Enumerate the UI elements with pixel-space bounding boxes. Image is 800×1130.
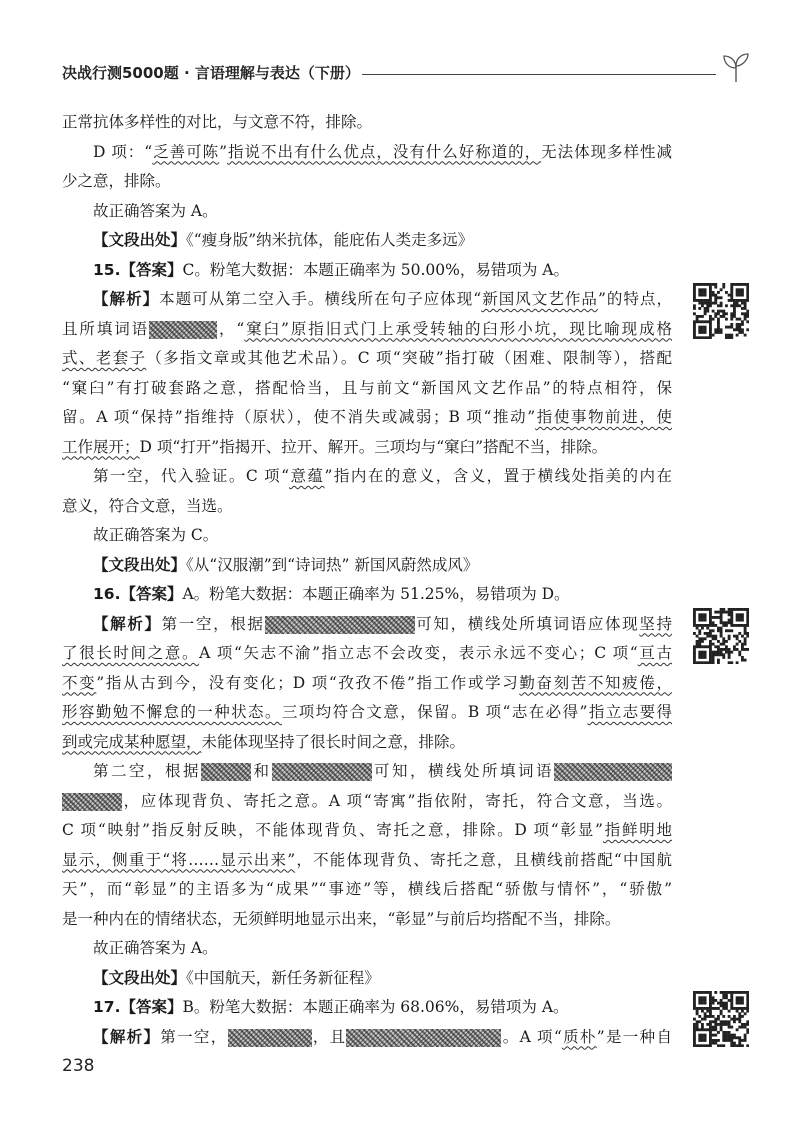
paragraph-line [62,521,672,551]
text-run: 未能体现坚持了很长时间之意，排除。 [201,732,466,751]
redacted-text [201,763,251,781]
text-run: ”是一种自 [596,1027,672,1046]
underlined-text: 亘古 [637,644,672,662]
page-header [62,62,760,88]
text-run: ”的特点， [597,290,672,308]
text-run: D 项：“ [93,142,153,161]
paragraph-line [62,964,672,994]
text-run: 意义，符合文意，当选。 [62,496,233,515]
underlined-text: 坚持 [639,614,672,633]
section-label: 17.【答案】 [93,998,183,1016]
book-title: 决战行测5000题 · 言语理解与表达（下册） [62,64,360,82]
section-label: 【解析】 [93,1027,161,1046]
text-run: 三项均符合文意，保留。B 项“志在必得” [281,703,588,721]
text-run: 《“瘦身版”纳米抗体，能庇佑人类走多远》 [186,231,474,249]
text-run: 少之意，排除。 [62,172,171,190]
text-line [62,344,672,374]
underlined-text: 勤奋刻苦不知疲倦， [519,673,672,692]
text-run: 第一空，代入验证。C 项“ [93,467,289,485]
text-run: 留。A 项“保持”指维持（原状），使不消失或减弱；B 项“推动” [62,408,536,426]
text-line [62,639,672,669]
section-label: 16.【答案】 [93,585,183,603]
paragraph-line [62,197,672,227]
text-run: 第一空， [160,1027,228,1046]
underlined-text: 显示，侧重于“将……显示出来” [62,850,296,869]
text-line [62,167,672,197]
text-run: 故正确答案为 C。 [93,526,219,544]
redacted-text [265,616,415,634]
text-run: A。粉笔大数据：本题正确率为 51.25%，易错项为 D。 [182,585,570,603]
text-run: 。A 项“ [501,1027,562,1046]
underlined-text: 意蕴 [289,467,325,485]
underlined-text: 指说不出有什么优点，没有什么好称道的， [227,142,542,161]
underlined-text: 形容勤勉不懈怠的一种状态。 [62,703,282,721]
paragraph-line [62,1023,672,1053]
text-line [62,374,672,404]
text-run: ，且 [311,1027,347,1046]
paragraph-line [62,610,672,640]
text-line [62,669,672,699]
text-run: 第二空，根据 [93,762,201,780]
paragraph-line [62,757,672,787]
text-run: C。粉笔大数据：本题正确率为 50.00%，易错项为 A。 [182,260,569,279]
text-run: 本题可从第二空入手。横线所在句子应体现“ [159,290,482,308]
text-line [62,875,672,905]
section-label: 【文段出处】 [93,231,187,249]
underlined-text: 到或完成某种愿望， [62,732,202,751]
text-run: 第一空，根据 [161,614,265,633]
paragraph-line [62,138,672,168]
section-label: 【解析】 [93,290,160,308]
text-run: 天”，而“彰显”的主语多为“成果”“事迹”等，横线后搭配“骄傲与情怀”，“骄傲” [62,880,672,898]
redacted-text [554,763,672,781]
text-run: 是一种内在的情绪状态，无须鲜明地显示出来，“彰显”与前后均搭配不当，排除。 [62,909,621,928]
underlined-text: 不变 [62,673,97,692]
section-label: 【文段出处】 [93,555,187,574]
section-label: 【解析】 [93,614,162,633]
underlined-text: 指使事物前进，使 [535,408,672,426]
text-line [62,108,672,138]
text-line [62,728,672,758]
text-line [62,698,672,728]
text-run: A 项“矢志不渝”指立志不会改变，表示永远不变心；C 项“ [199,644,638,662]
redacted-text [228,1029,312,1047]
page-number: 238 [62,1056,95,1076]
paragraph-line [62,226,672,256]
text-run: 故正确答案为 A。 [93,201,218,220]
text-run: 可知，横线处所填词语 [371,762,554,780]
text-run: 故正确答案为 A。 [93,939,218,957]
underlined-text: 新国风文艺作品 [481,290,598,308]
text-line [62,315,672,345]
text-run: 《中国航天，新任务新征程》 [186,968,380,987]
paragraph-line [62,285,672,315]
text-run: ，不能体现背负、寄托之意，且横线前搭配“中国航 [295,850,672,869]
sprout-icon [718,48,754,84]
text-run: 《从“汉服潮”到“诗词热” 新国风蔚然成风》 [186,555,479,574]
text-run: ”指内在的意义，含义，置于横线处指美的内在 [324,467,672,485]
paragraph-line [62,580,672,610]
text-run: “窠臼”有打破套路之意，搭配恰当，且与前文“新国风文艺作品”的特点相符，保 [62,378,672,397]
text-run: C 项“映射”指反射反映，不能体现背负、寄托之意，排除。D 项“彰显” [62,821,603,839]
text-run: 无法体现多样性减 [541,142,672,161]
text-run: （多指文章或其他艺术品）。C 项“突破”指打破（困难、限制等），搭配 [146,349,672,367]
redacted-text [346,1029,501,1047]
underlined-text: 质朴 [561,1027,597,1046]
paragraph-line [62,551,672,581]
underlined-text: 乏善可陈 [152,142,220,161]
redacted-text [149,321,217,339]
text-line [62,846,672,876]
text-run: 且所填词语 [62,319,150,338]
underlined-text: 工作展开； [62,437,140,456]
underlined-text: 了很长时间之意。 [62,644,200,662]
text-line [62,433,672,463]
text-run: ，应体现背负、寄托之意。A 项“寄寓”指依附，寄托，符合文意，当选。 [122,791,672,810]
section-label: 15.【答案】 [93,260,183,279]
paragraph-line [62,256,672,286]
redacted-text [62,793,122,811]
paragraph-line [62,934,672,964]
redacted-text [272,763,372,781]
qr-code-q17 [693,991,749,1047]
text-line [62,816,672,846]
text-line [62,403,672,433]
text-run: ” [219,142,228,161]
text-run: 可知，横线处所填词语应体现 [414,614,640,633]
paragraph-line [62,462,672,492]
text-run: ，“ [217,319,245,338]
underlined-text: 指立志要得 [587,703,672,721]
underlined-text: 窠臼”原指旧式门上承受转轴的臼形小坑，现比喻现成格 [244,319,672,338]
paragraph-line [62,993,672,1023]
underlined-text: 指鲜明地 [602,821,672,839]
text-line [62,905,672,935]
text-line [62,492,672,522]
header-rule [362,74,716,75]
text-run: 和 [251,762,272,780]
text-run: D 项“打开”指揭开、拉开、解开。三项均与“窠臼”搭配不当，排除。 [139,437,608,456]
text-run: ”指从古到今，没有变化；D 项“孜孜不倦”指工作或学习 [96,673,520,692]
section-label: 【文段出处】 [93,968,187,987]
qr-code-q15 [693,283,749,339]
page-body [62,108,672,1052]
qr-code-q16 [693,608,749,664]
text-line [62,787,672,817]
text-run: 正常抗体多样性的对比，与文意不符，排除。 [62,113,373,131]
text-run: B。粉笔大数据：本题正确率为 68.06%，易错项为 A。 [182,998,569,1016]
underlined-text: 式、老套子 [62,349,147,367]
